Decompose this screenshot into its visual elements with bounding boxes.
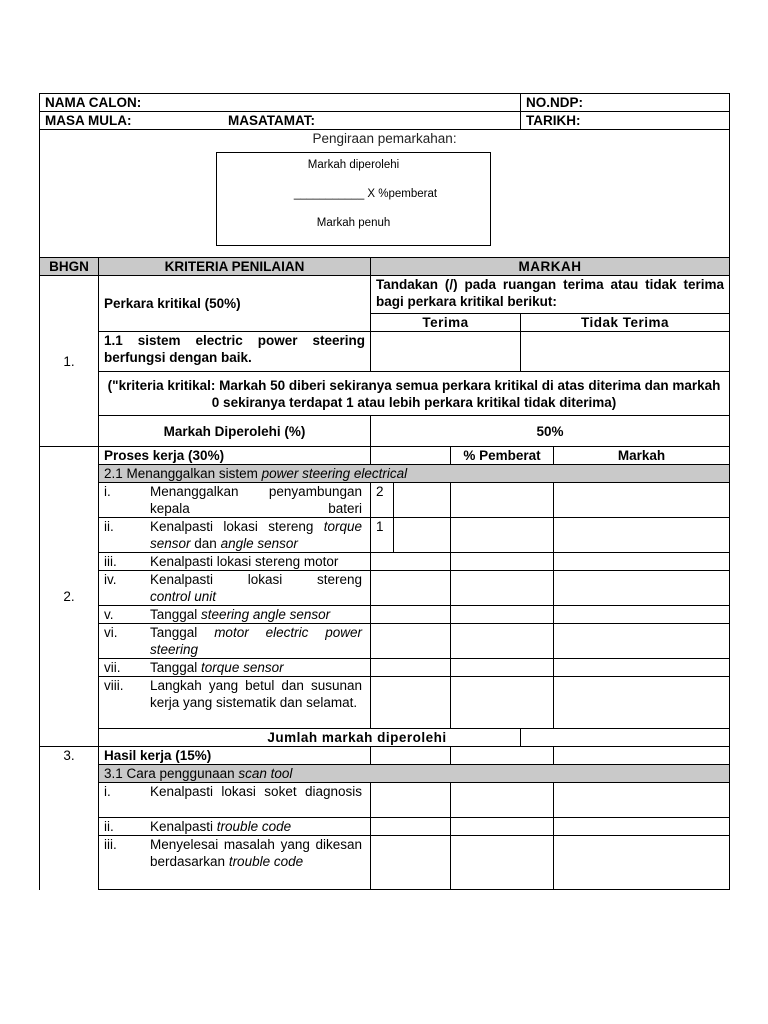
s2-item-score: 2 (371, 483, 394, 518)
s1-instruction: Tandakan (/) pada ruangan terima atau tidak terima bagi perkara kritikal berikut: (371, 276, 730, 314)
s2-item-text: vi. Tanggal motor electric power steering (99, 624, 371, 659)
calc-title: Pengiraan pemarkahan: (312, 131, 457, 146)
s1-markah-label: Markah Diperolehi (%) (99, 416, 371, 447)
s1-note: ("kriteria kritikal: Markah 50 diberi sekiranya semua perkara kritikal di atas diterima dan markah 0 sekiranya terdapat 1 atau lebih perkara kritikal tidak diterima) (99, 372, 730, 416)
s1-terima-cell[interactable] (371, 332, 521, 372)
s1-note-row (40, 372, 730, 416)
calc-line-3: Markah penuh (316, 217, 391, 229)
s3-item-row (40, 783, 730, 818)
s2-item-row (40, 518, 730, 553)
calc-line-1: Markah diperolehi (307, 159, 400, 171)
col-kriteria: KRITERIA PENILAIAN (99, 258, 371, 276)
s2-markah-label: Markah (554, 447, 730, 465)
col-bhgn: BHGN (40, 258, 99, 276)
s1-item-text: 1.1 sistem electric power steering berfungsi dengan baik. (99, 332, 371, 372)
header-row-2 (40, 112, 730, 130)
s1-markah-row (40, 416, 730, 447)
s3-item-text: ii. Kenalpasti trouble code (99, 818, 371, 836)
s2-item-text: i. Menanggalkan penyambungan kepala bateri (99, 483, 371, 518)
s1-tidak-terima-cell[interactable] (521, 332, 730, 372)
s3-item-row (40, 836, 730, 890)
s2-item-text: iii. Kenalpasti lokasi stereng motor (99, 553, 371, 571)
s1-markah-value: 50% (371, 416, 730, 447)
s2-item-row (40, 659, 730, 677)
s2-item-text: iv. Kenalpasti lokasi sterengcontrol unit (99, 571, 371, 606)
no-ndp-label: NO.NDP: (521, 94, 730, 112)
s1-item-row (40, 332, 730, 372)
s2-item-row (40, 553, 730, 571)
s2-jumlah-row (40, 729, 730, 747)
header-row-1 (40, 94, 730, 112)
s2-title: Proses kerja (30%) (99, 447, 371, 465)
column-header-row (40, 258, 730, 276)
s2-item-row (40, 606, 730, 624)
s2-item-score: 1 (371, 518, 394, 553)
tarikh-label: TARIKH: (521, 112, 730, 130)
s2-item-row (40, 571, 730, 606)
masa-mula-label: MASA MULA: (45, 113, 132, 128)
s2-sub-heading: 2.1 Menanggalkan sistem power steering electrical (99, 465, 730, 483)
s3-item-text: iii. Menyelesai masalah yang dikesan berdasarkan trouble code (99, 836, 371, 890)
s1-title: Perkara kritikal (50%) (99, 276, 371, 332)
s1-title-row (40, 276, 730, 314)
col-markah: MARKAH (371, 258, 730, 276)
s3-sub-heading: 3.1 Cara penggunaan scan tool (99, 765, 730, 783)
calc-line-2: ___________ X %pemberat (293, 188, 438, 200)
s2-jumlah-label: Jumlah markah diperolehi (99, 729, 521, 747)
s2-item-text: v. Tanggal steering angle sensor (99, 606, 371, 624)
nama-calon-label: NAMA CALON: (40, 94, 521, 112)
s2-item-row (40, 483, 730, 518)
s1-tidak-terima-label: Tidak Terima (521, 314, 730, 332)
s2-pemberat-label: % Pemberat (451, 447, 554, 465)
s2-item-row (40, 624, 730, 659)
s2-item-row (40, 677, 730, 729)
s3-item-text: i. Kenalpasti lokasi soket diagnosis (99, 783, 371, 818)
s3-title-row (40, 747, 730, 765)
s1-terima-label: Terima (371, 314, 521, 332)
s2-item-text: viii. Langkah yang betul dan susunan kerja yang sistematik dan selamat. (99, 677, 371, 729)
s3-number: 3. (40, 747, 99, 765)
s3-title: Hasil kerja (15%) (99, 747, 371, 765)
s2-item-text: vii. Tanggal torque sensor (99, 659, 371, 677)
s2-number: 2. (40, 447, 99, 747)
s2-sub-row (40, 465, 730, 483)
masa-tamat-label: MASATAMAT: (228, 113, 315, 128)
s3-item-row (40, 818, 730, 836)
s2-title-row (40, 447, 730, 465)
s2-item-text: ii. Kenalpasti lokasi stereng torque sensor dan angle sensor (99, 518, 371, 553)
calc-formula-box (216, 152, 491, 246)
assessment-form (39, 93, 729, 890)
s3-sub-row (40, 765, 730, 783)
s1-number: 1. (40, 276, 99, 447)
